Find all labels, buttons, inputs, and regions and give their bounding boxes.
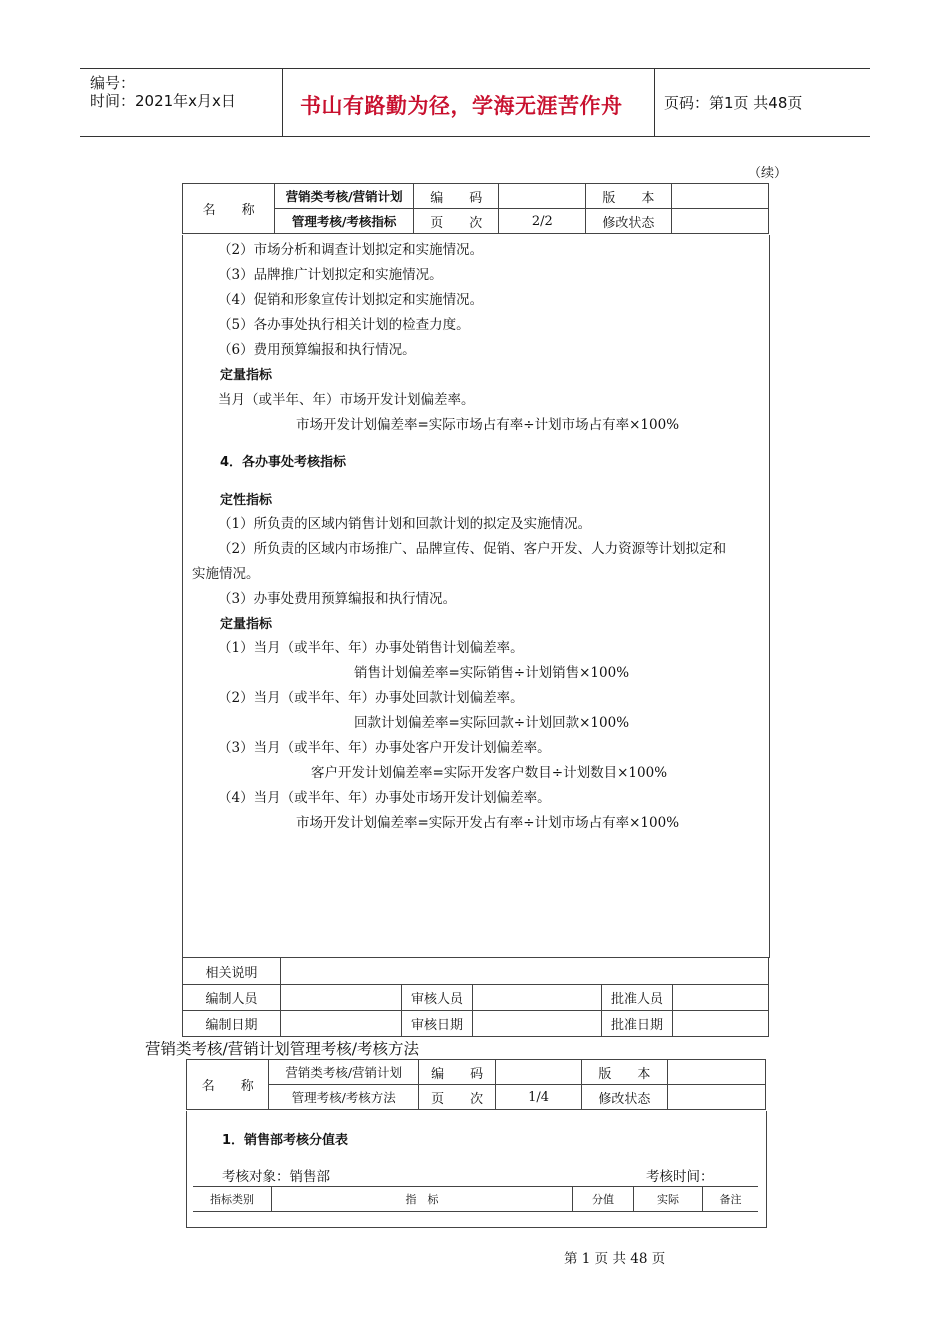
- body-line: （3）办事处费用预算编报和执行情况。: [218, 591, 457, 607]
- editor-label: 编制人员: [183, 985, 281, 1011]
- body-line: （1）所负责的区域内销售计划和回款计划的拟定及实施情况。: [218, 516, 592, 532]
- motto-text: 书山有路勤为径，学海无涯苦作舟: [300, 94, 623, 118]
- version-value: [668, 1060, 766, 1085]
- qual-heading: 定性指标: [220, 493, 273, 508]
- quant-heading: 定量指标: [220, 368, 273, 383]
- col-remark: 备注: [703, 1187, 759, 1212]
- signoff-table: [182, 957, 769, 1037]
- doc-time-label: 时间：2021年x月x日: [90, 92, 236, 110]
- doc-code-label: 编号：: [90, 74, 136, 92]
- approver-label: 批准人员: [602, 985, 673, 1011]
- approve-date-label: 批准日期: [602, 1011, 673, 1037]
- name-value: 管理考核/考核指标: [275, 209, 414, 234]
- formula: 回款计划偏差率=实际回款÷计划回款×100%: [354, 715, 630, 731]
- name-value: 管理考核/考核方法: [269, 1085, 418, 1110]
- body-line: （2）市场分析和调查计划拟定和实施情况。: [218, 242, 484, 258]
- version-label: 版 本: [581, 1060, 667, 1085]
- formula: 客户开发计划偏差率=实际开发客户数目÷计划数目×100%: [311, 765, 668, 781]
- name-label: 名 称: [183, 184, 275, 234]
- formula: 市场开发计划偏差率=实际市场占有率÷计划市场占有率×100%: [296, 417, 680, 433]
- status-value: [668, 1085, 766, 1110]
- body-line: （1）当月（或半年、年）办事处销售计划偏差率。: [218, 640, 524, 656]
- related-value: [281, 958, 769, 985]
- col-indicator: 指 标: [272, 1187, 573, 1212]
- version-label: 版 本: [586, 184, 671, 209]
- col-score: 分值: [573, 1187, 634, 1212]
- edit-date-value: [281, 1011, 402, 1037]
- name-label: 名 称: [187, 1060, 269, 1110]
- page-label: 页 次: [418, 1085, 496, 1110]
- header-divider: [282, 68, 283, 136]
- reviewer-value: [473, 985, 602, 1011]
- body-line: （3）当月（或半年、年）办事处客户开发计划偏差率。: [218, 740, 551, 756]
- page-value: 2/2: [499, 209, 586, 234]
- doc-info-table-1: [182, 183, 769, 234]
- status-value: [671, 209, 768, 234]
- assess-object: 考核对象：销售部: [222, 1169, 330, 1185]
- related-label: 相关说明: [183, 958, 281, 985]
- body-line: 当月（或半年、年）市场开发计划偏差率。: [218, 392, 475, 408]
- edit-date-label: 编制日期: [183, 1011, 281, 1037]
- page-value: 1/4: [496, 1085, 581, 1110]
- assess-time: 考核时间：: [646, 1169, 714, 1185]
- col-category: 指标类别: [193, 1187, 272, 1212]
- approve-date-value: [673, 1011, 769, 1037]
- name-value: 营销类考核/营销计划: [269, 1060, 418, 1085]
- body-line: （5）各办事处执行相关计划的检查力度。: [218, 317, 470, 333]
- code-value: [496, 1060, 581, 1085]
- header-top-rule: [80, 68, 870, 69]
- review-date-label: 审核日期: [402, 1011, 473, 1037]
- code-label: 编 码: [414, 184, 499, 209]
- header-bottom-rule: [80, 136, 870, 137]
- body-line: 实施情况。: [192, 566, 260, 582]
- editor-value: [281, 985, 402, 1011]
- doc-info-table-2: [186, 1059, 766, 1110]
- approver-value: [673, 985, 769, 1011]
- body-line: （4）当月（或半年、年）办事处市场开发计划偏差率。: [218, 790, 551, 806]
- body-line: （6）费用预算编报和执行情况。: [218, 342, 416, 358]
- header-divider: [654, 68, 655, 136]
- code-label: 编 码: [418, 1060, 496, 1085]
- body-line: （2）当月（或半年、年）办事处回款计划偏差率。: [218, 690, 524, 706]
- body-line: （2）所负责的区域内市场推广、品牌宣传、促销、客户开发、人力资源等计划拟定和: [218, 541, 727, 557]
- section-title: 营销类考核/营销计划管理考核/考核方法: [145, 1040, 419, 1058]
- page-footer: 第 1 页 共 48 页: [564, 1251, 666, 1267]
- body-line: （3）品牌推广计划拟定和实施情况。: [218, 267, 443, 283]
- section-heading: 4．各办事处考核指标: [220, 455, 347, 470]
- status-label: 修改状态: [581, 1085, 667, 1110]
- continued-label: （续）: [748, 166, 788, 181]
- formula: 销售计划偏差率=实际销售÷计划销售×100%: [354, 665, 630, 681]
- code-value: [499, 184, 586, 209]
- version-value: [671, 184, 768, 209]
- reviewer-label: 审核人员: [402, 985, 473, 1011]
- status-label: 修改状态: [586, 209, 671, 234]
- name-value: 营销类考核/营销计划: [275, 184, 414, 209]
- page-info: 页码：第1页 共48页: [664, 94, 803, 112]
- score-table: [193, 1186, 758, 1212]
- review-date-value: [473, 1011, 602, 1037]
- formula: 市场开发计划偏差率=实际开发占有率÷计划市场占有率×100%: [296, 815, 680, 831]
- quant-heading: 定量指标: [220, 617, 273, 632]
- col-actual: 实际: [634, 1187, 703, 1212]
- body-line: （4）促销和形象宣传计划拟定和实施情况。: [218, 292, 484, 308]
- section-heading: 1．销售部考核分值表: [222, 1133, 349, 1148]
- page-label: 页 次: [414, 209, 499, 234]
